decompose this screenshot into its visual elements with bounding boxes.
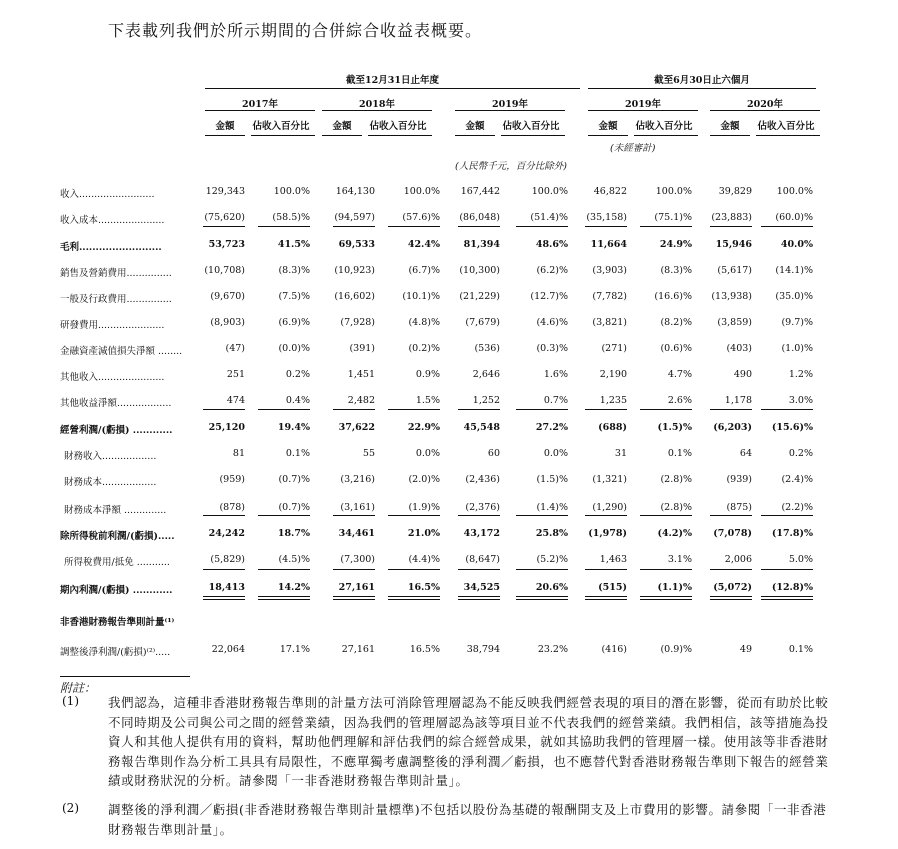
notes-rule [60,676,190,677]
row-label: 期內利潤/(虧損) ............ [60,585,173,596]
note-1-number: (1) [62,694,79,708]
table-cell: 3.1% [667,554,692,565]
table-cell: (271) [601,343,627,354]
col-header-rule [368,135,432,136]
unaudited-note: (未經審計) [610,143,656,154]
table-cell: 100.0% [655,186,692,197]
table-cell: 81 [232,448,245,459]
table-cell: 42.4% [407,239,440,250]
amount-col-header: 金額 [465,121,485,132]
year-rule [588,110,698,111]
pct-col-header: 佔收入百分比 [502,121,560,132]
table-cell: (2,376) [465,502,500,513]
table-cell: (7,782) [592,291,627,302]
year-header: 2019年 [625,99,661,110]
units-note: (人民幣千元，百分比除外) [455,161,567,172]
table-cell: 0.1% [285,448,310,459]
table-cell: (35.0)% [775,291,813,302]
table-cell: (7,679) [465,317,500,328]
table-cell: 69,533 [338,239,375,250]
table-cell: (57.6)% [402,212,440,223]
table-cell: 40.0% [780,239,813,250]
table-cell: 22.9% [407,422,440,433]
subtotal-rule [388,569,440,570]
table-cell: 100.0% [531,186,568,197]
table-cell: (878) [219,502,245,513]
table-cell: (1,978) [588,528,627,539]
table-cell: (60.0)% [775,212,813,223]
col-header-rule [634,135,698,136]
subtotal-rule [388,596,440,597]
table-cell: 251 [226,369,245,380]
table-cell: (17.8)% [771,528,813,539]
pct-col-header: 佔收入百分比 [369,121,427,132]
row-label: 財務收入.................. [64,451,157,462]
table-cell: (16,602) [334,291,375,302]
table-cell: (10,923) [334,265,375,276]
col-header-rule [710,135,750,136]
subtotal-rule [585,599,627,600]
table-cell: (47) [225,343,245,354]
subtotal-rule [585,596,627,597]
subtotal-rule [388,409,440,410]
table-cell: (2.0)% [408,474,440,485]
table-cell: (875) [726,502,752,513]
table-cell: (4.6)% [536,317,568,328]
table-cell: 4.7% [667,369,692,380]
table-cell: (5.2)% [536,554,568,565]
table-cell: (6.9)% [278,317,310,328]
table-cell: 1,451 [347,369,375,380]
table-cell: 81,394 [463,239,500,250]
col-header-rule [756,135,820,136]
subtotal-rule [258,596,310,597]
subtotal-rule [516,515,568,516]
subtotal-rule [458,569,500,570]
table-cell: 1.5% [415,395,440,406]
table-cell: 53,723 [208,239,245,250]
table-cell: (5,829) [210,554,245,565]
table-cell: 0.2% [285,369,310,380]
table-cell: 474 [226,395,245,406]
table-cell: (35,158) [586,212,627,223]
subtotal-rule [388,599,440,600]
subtotal-rule [516,596,568,597]
table-cell: (15.6)% [771,422,813,433]
table-cell: 27,161 [341,644,375,655]
subtotal-rule [761,599,813,600]
table-cell: 16.5% [409,644,440,655]
subtotal-rule [333,409,375,410]
table-cell: (2.4)% [781,474,813,485]
table-cell: 43,172 [463,528,500,539]
table-cell: 24.9% [659,239,692,250]
subtotal-rule [516,599,568,600]
subtotal-rule [458,596,500,597]
table-cell: 21.0% [407,528,440,539]
table-cell: 20.6% [535,582,568,593]
subtotal-rule [710,569,752,570]
table-cell: 100.0% [403,186,440,197]
table-cell: (8.3)% [660,265,692,276]
table-cell: (1,290) [592,502,627,513]
table-cell: (3,903) [592,265,627,276]
table-cell: (6.2)% [536,265,568,276]
table-cell: (0.7)% [278,502,310,513]
table-cell: (2.8)% [660,502,692,513]
table-cell: (4.8)% [408,317,440,328]
subtotal-rule [258,599,310,600]
row-label: 金融資產減值損失淨額 ........ [60,346,183,357]
table-cell: (1,321) [592,474,627,485]
table-cell: 1.6% [543,369,568,380]
table-cell: (10,708) [204,265,245,276]
subtotal-rule [203,409,245,410]
row-label: 一般及行政費用............... [60,294,172,305]
table-cell: (1.5)% [536,474,568,485]
subtotal-rule [640,569,692,570]
pct-col-header: 佔收入百分比 [635,121,693,132]
table-cell: 55 [362,448,375,459]
table-cell: (3,161) [340,502,375,513]
table-cell: 16.5% [407,582,440,593]
table-cell: (75.1)% [654,212,692,223]
year-rule [455,110,565,111]
subtotal-rule [333,226,375,227]
col-header-rule [588,135,628,136]
subtotal-rule [761,515,813,516]
table-cell: (51.4)% [530,212,568,223]
table-cell: (13,938) [711,291,752,302]
table-cell: 18.7% [277,528,310,539]
table-cell: 64 [739,448,752,459]
table-cell: 2,006 [724,554,752,565]
row-label: 財務成本.................. [64,477,157,488]
table-cell: (6,203) [713,422,752,433]
subtotal-rule [516,226,568,227]
table-cell: (0.9)% [660,644,692,655]
subtotal-rule [258,569,310,570]
subtotal-rule [585,569,627,570]
table-cell: 2.6% [667,395,692,406]
table-cell: (4.5)% [278,554,310,565]
table-cell: (959) [219,474,245,485]
table-cell: 100.0% [273,186,310,197]
table-cell: (7,928) [340,317,375,328]
col-header-rule [251,135,315,136]
table-cell: 5.0% [788,554,813,565]
subtotal-rule [333,599,375,600]
pct-col-header: 佔收入百分比 [757,121,815,132]
table-cell: (9,670) [210,291,245,302]
table-cell: 24,242 [208,528,245,539]
year-rule [322,110,432,111]
table-cell: (3,216) [340,474,375,485]
table-cell: (4.4)% [408,554,440,565]
note-2-text: 調整後的淨利潤／虧損(非香港財務報告準則計量標準)不包括以股份為基礎的報酬開支及上市費用的影響。請參閱「一非香港財務報告準則計量」。 [108,802,827,837]
table-cell: 22,064 [211,644,245,655]
table-cell: (403) [726,343,752,354]
row-label: 收入......................... [60,189,155,200]
subtotal-rule [585,226,627,227]
table-cell: (21,229) [459,291,500,302]
table-cell: 0.1% [667,448,692,459]
table-cell: (416) [601,644,627,655]
table-cell: 490 [733,369,752,380]
table-cell: (0.7)% [278,474,310,485]
table-cell: (8,903) [210,317,245,328]
table-cell: 34,461 [338,528,375,539]
table-cell: (4.2)% [657,528,692,539]
table-cell: (0.2)% [408,343,440,354]
table-cell: (8,647) [465,554,500,565]
subtotal-rule [258,409,310,410]
table-cell: (94,597) [334,212,375,223]
table-cell: 0.0% [415,448,440,459]
table-cell: (10.1)% [402,291,440,302]
table-cell: (0.6)% [660,343,692,354]
table-cell: 15,946 [715,239,752,250]
table-cell: 48.6% [535,239,568,250]
subtotal-rule [516,569,568,570]
table-cell: (1.5)% [657,422,692,433]
note-1-text: 我們認為，這種非香港財務報告準則的計量方法可消除管理層認為不能反映我們經營表現的項目的潛在影響，從而有助於比較不同時期及公司與公司之間的經營業績，因為我們的管理層認為該等項目並不代表我們的經營業績。我們相信，該等措施為投資人和其他人提供有用的資料，幫助他們理解和評估我們的綜合經營成果，就如其協助我們的管理層一樣。使用該等非香港財務報告準則作為分析工具具有局限性，不應單獨考慮調整後的淨利潤／虧損，也不應替代對香港財務報告準則下報告的經營業績或財務狀況的分析。請參閱「一非香港財務報告準則計量」。 [108,695,829,788]
table-cell: (3,859) [717,317,752,328]
table-cell: (5,072) [713,582,752,593]
table-cell: 0.4% [285,395,310,406]
subtotal-rule [258,515,310,516]
subtotal-rule [640,515,692,516]
table-cell: 2,482 [347,395,375,406]
table-cell: (3,821) [592,317,627,328]
year-header: 2020年 [747,99,783,110]
table-cell: (7,078) [713,528,752,539]
col-header-rule [322,135,362,136]
table-cell: (75,620) [204,212,245,223]
table-cell: (5,617) [717,265,752,276]
table-cell: 23.2% [537,644,568,655]
subtotal-rule [761,226,813,227]
subtotal-rule [640,599,692,600]
subtotal-rule [640,409,692,410]
table-cell: 34,525 [463,582,500,593]
row-label: 調整後淨利潤/(虧損)⁽²⁾..... [60,647,171,658]
group-header-h1: 截至6月30日止六個月 [654,75,750,86]
table-cell: 1,252 [472,395,500,406]
subtotal-rule [761,409,813,410]
row-label: 收入成本...................... [60,215,165,226]
table-cell: (7,300) [340,554,375,565]
table-cell: (8.2)% [660,317,692,328]
intro-text: 下表載列我們於所示期間的合併綜合收益表概要。 [108,21,483,40]
table-cell: 0.2% [788,448,813,459]
table-cell: 39,829 [718,186,752,197]
row-label: 毛利......................... [60,242,162,253]
subtotal-rule [710,599,752,600]
table-cell: 18,413 [208,582,245,593]
subtotal-rule [388,515,440,516]
subtotal-rule [761,596,813,597]
note-2-number: (2) [62,801,79,815]
table-cell: (16.6)% [654,291,692,302]
table-cell: (939) [726,474,752,485]
table-cell: 1,178 [724,395,752,406]
table-cell: (1.0)% [781,343,813,354]
year-header: 2017年 [242,99,278,110]
table-cell: (7.5)% [278,291,310,302]
table-cell: 60 [487,448,500,459]
table-cell: 0.0% [543,448,568,459]
table-cell: 167,442 [460,186,500,197]
table-cell: 38,794 [466,644,500,655]
row-label: 除所得稅前利潤/(虧損)..... [60,531,175,542]
table-cell: (86,048) [459,212,500,223]
row-label: 其他收益淨額.................. [60,398,172,409]
table-cell: 25.8% [535,528,568,539]
year-header: 2018年 [359,99,395,110]
table-cell: 27,161 [338,582,375,593]
table-cell: (1.1)% [657,582,692,593]
table-cell: 19.4% [277,422,310,433]
subtotal-rule [640,596,692,597]
table-cell: (688) [598,422,627,433]
table-cell: 2,646 [472,369,500,380]
subtotal-rule [710,409,752,410]
col-header-rule [205,135,245,136]
table-cell: 27.2% [535,422,568,433]
table-cell: 14.2% [277,582,310,593]
subtotal-rule [258,226,310,227]
table-cell: (1.9)% [408,502,440,513]
table-cell: (391) [349,343,375,354]
pct-col-header: 佔收入百分比 [252,121,310,132]
subtotal-rule [640,226,692,227]
table-cell: 49 [739,644,752,655]
subtotal-rule [203,226,245,227]
row-label: 研發費用...................... [60,320,165,331]
subtotal-rule [516,409,568,410]
group-rule-fy [205,88,580,89]
subtotal-rule [388,226,440,227]
table-cell: (12.7)% [530,291,568,302]
table-cell: 100.0% [776,186,813,197]
table-cell: (6.7)% [408,265,440,276]
amount-col-header: 金額 [215,121,235,132]
table-cell: 0.7% [543,395,568,406]
year-rule [710,110,820,111]
table-cell: 3.0% [788,395,813,406]
subtotal-rule [458,599,500,600]
subtotal-rule [458,409,500,410]
subtotal-rule [585,409,627,410]
table-cell: (14.1)% [775,265,813,276]
table-cell: 31 [614,448,627,459]
row-label: 銷售及營銷費用............... [60,268,172,279]
amount-col-header: 金額 [598,121,618,132]
table-cell: 1,463 [599,554,627,565]
subtotal-rule [458,515,500,516]
table-cell: 41.5% [277,239,310,250]
table-cell: (2.2)% [781,502,813,513]
table-cell: (9.7)% [781,317,813,328]
subtotal-rule [710,515,752,516]
year-rule [205,110,315,111]
subtotal-rule [333,515,375,516]
table-cell: (10,300) [459,265,500,276]
table-cell: 129,343 [205,186,245,197]
row-label: 其他收入...................... [60,372,165,383]
table-cell: 0.9% [415,369,440,380]
subtotal-rule [203,599,245,600]
row-label: 非香港財務報告準則計量⁽¹⁾ [60,617,175,628]
subtotal-rule [458,226,500,227]
col-header-rule [455,135,495,136]
subtotal-rule [710,596,752,597]
row-label: 財務成本淨額 .............. [64,505,167,516]
col-header-rule [501,135,565,136]
amount-col-header: 金額 [332,121,352,132]
table-cell: (8.3)% [278,265,310,276]
table-cell: (12.8)% [771,582,813,593]
table-cell: 0.1% [788,644,813,655]
table-cell: (1.4)% [536,502,568,513]
table-cell: (0.0)% [278,343,310,354]
table-cell: (0.3)% [536,343,568,354]
year-header: 2019年 [492,99,528,110]
table-cell: 25,120 [208,422,245,433]
group-rule-h1 [588,88,816,89]
table-cell: (23,883) [711,212,752,223]
table-cell: 17.1% [279,644,310,655]
table-cell: 37,622 [338,422,375,433]
table-cell: (58.5)% [272,212,310,223]
table-cell: 11,664 [590,239,627,250]
group-header-fy: 截至12月31日止年度 [346,75,439,86]
table-cell: (515) [598,582,627,593]
table-cell: 1.2% [788,369,813,380]
table-cell: 46,822 [593,186,627,197]
subtotal-rule [333,569,375,570]
table-cell: 45,548 [463,422,500,433]
subtotal-rule [203,596,245,597]
amount-col-header: 金額 [720,121,740,132]
table-cell: 2,190 [599,369,627,380]
subtotal-rule [203,569,245,570]
row-label: 經營利潤/(虧損) ............ [60,425,173,436]
table-cell: 164,130 [335,186,375,197]
subtotal-rule [710,226,752,227]
subtotal-rule [761,569,813,570]
subtotal-rule [333,596,375,597]
table-cell: (536) [474,343,500,354]
row-label: 所得稅費用/抵免 ........... [64,557,170,568]
table-cell: (2.8)% [660,474,692,485]
subtotal-rule [203,515,245,516]
table-cell: 1,235 [599,395,627,406]
notes-title: 附註： [60,681,97,695]
table-cell: (2,436) [465,474,500,485]
subtotal-rule [585,515,627,516]
